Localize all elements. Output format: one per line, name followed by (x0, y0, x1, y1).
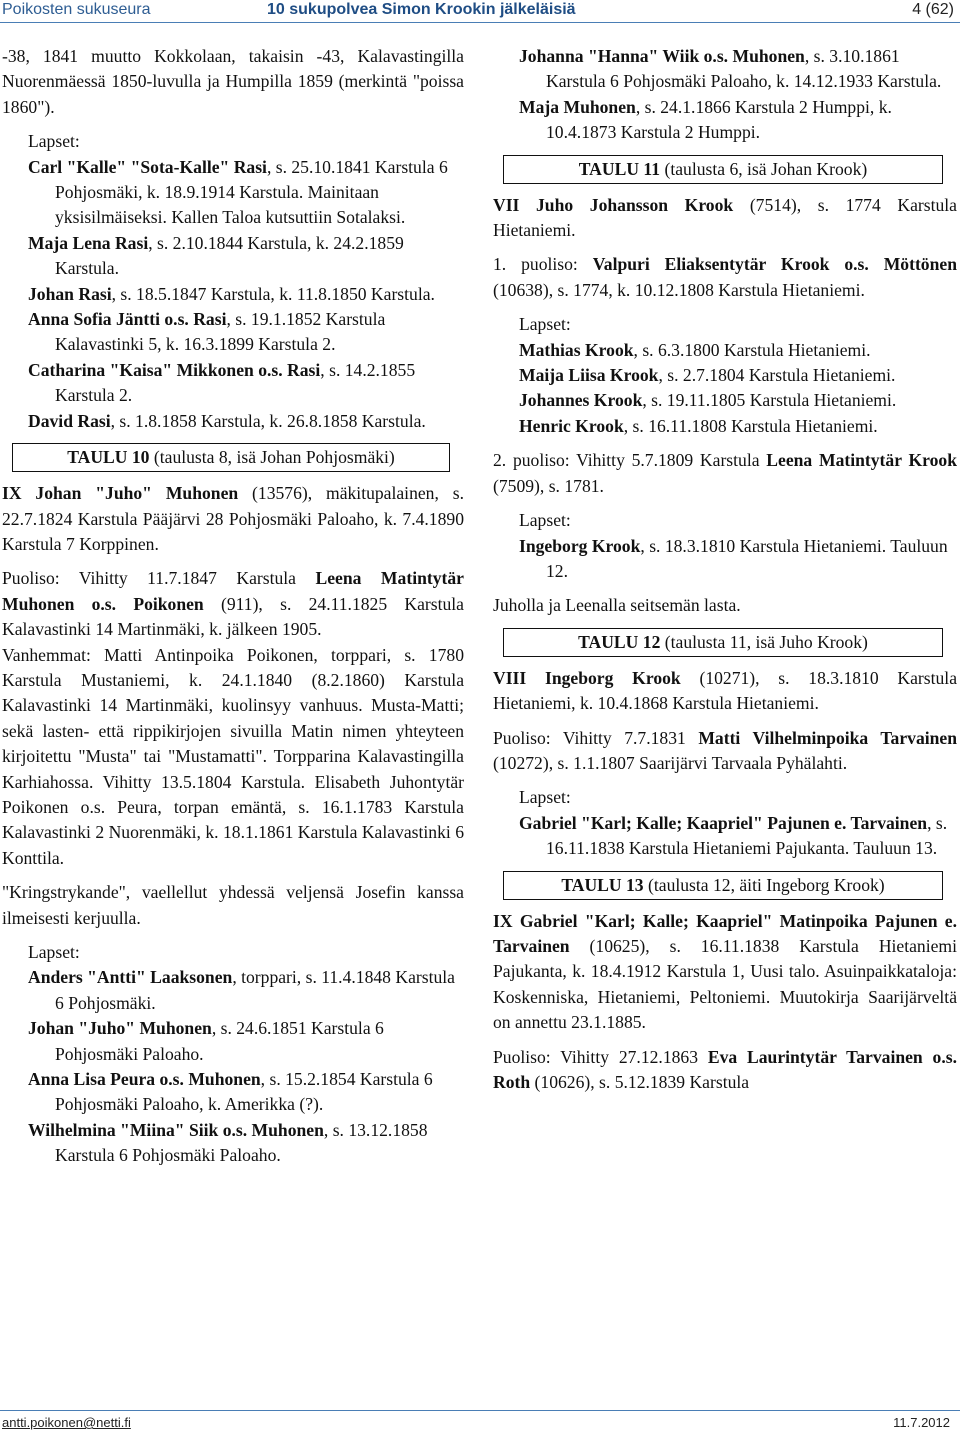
child-details: , s. 15.2.1854 Karstula 6 Pohjosmäki Paloaho, k. Amerikka (?). (55, 1069, 433, 1115)
child-name: Maija Liisa Krook (519, 365, 659, 386)
child-entry (519, 95, 957, 146)
child-name: David Rasi (28, 410, 111, 431)
child-entry (519, 414, 957, 439)
child-name: Carl "Kalle" "Sota-Kalle" Rasi (28, 156, 267, 177)
spouse-prefix: Puoliso: Vihitty 27.12.1863 (493, 1046, 708, 1067)
child-entry (519, 338, 957, 363)
child-name: Maja Lena Rasi (28, 232, 149, 253)
child-name: Anna Lisa Peura o.s. Muhonen (28, 1069, 261, 1090)
child-details: , s. 16.11.1808 Karstula Hietaniemi. (623, 415, 878, 436)
child-entry (519, 534, 957, 585)
spouse-name: Leena Matintytär Muhonen o.s. Poikonen (2, 568, 464, 614)
header-page-number: 4 (62) (912, 1, 954, 18)
child-details: , s. 24.1.1866 Karstula 2 Humppi, k. 10.4.1873 Karstula 2 Humppi. (546, 96, 892, 143)
child-details: , s. 24.6.1851 Karstula 6 Pohjosmäki Paloaho. (55, 1018, 384, 1064)
child-name: Johan Rasi (28, 283, 112, 304)
table-heading-taulu-12 (503, 628, 943, 657)
children-list (2, 965, 464, 1168)
spouse-paragraph (493, 726, 957, 777)
spouse-details: (10626), s. 5.12.1839 Karstula (530, 1072, 750, 1092)
child-name: Johannes Krook (519, 390, 643, 411)
child-details: , s. 2.10.1844 Karstula, k. 24.2.1859 Karstula. (55, 232, 404, 279)
child-entry (28, 1067, 464, 1118)
table-number: TAULU 10 (67, 447, 150, 468)
child-details: , s. 19.1.1852 Karstula Kalavastinki 5, k. 16.3.1899 Karstula 2. (55, 309, 386, 355)
spouse-prefix: 1. puoliso: (493, 254, 593, 275)
children-list (493, 811, 957, 862)
spouse-details: (10272), s. 1.1.1807 Saarijärvi Tarvaala Pyhälahti. (493, 752, 848, 773)
children-label: Lapset: (28, 131, 80, 152)
right-column (493, 44, 957, 1104)
child-name: Catharina "Kaisa" Mikkonen o.s. Rasi (28, 359, 321, 380)
person-name: VII Juho Johansson Krook (493, 194, 734, 215)
child-entry (519, 44, 957, 95)
children-list (493, 534, 957, 585)
children-list (493, 338, 957, 440)
child-entry (28, 307, 464, 358)
footer-email-link[interactable]: antti.poikonen@netti.fi (2, 1415, 131, 1430)
table-source: (taulusta 11, isä Juho Krook) (660, 631, 868, 652)
spouse-name: Valpuri Eliaksentytär Krook o.s. Möttönen (592, 254, 957, 275)
intro-paragraph: -38, 1841 muutto Kokkolaan, takaisin -43, Kalavastingilla Nuorenmäessä 1850-luvulla ja Humpilla 1859 (merkintä "poissa 1860"). (2, 46, 464, 117)
person-details: (10271), s. 18.3.1810 Karstula Hietaniemi, k. 10.4.1868 Karstula Hietaniemi. (493, 667, 958, 714)
header-title: 10 sukupolvea Simon Krookin jälkeläisiä (267, 1, 576, 18)
child-entry (519, 388, 957, 413)
left-column (2, 44, 464, 1169)
child-name: Anna Sofia Jäntti o.s. Rasi (28, 309, 227, 330)
children-label: Lapset: (519, 787, 571, 808)
spouse-prefix: Puoliso: Vihitty 11.7.1847 Karstula (2, 568, 316, 589)
person-name: IX Gabriel "Karl; Kalle; Kaapriel" Matinpoika Pajunen e. Tarvainen (493, 910, 957, 956)
child-entry (28, 409, 464, 434)
children-list (493, 44, 957, 146)
person-heading (493, 666, 957, 717)
child-name: Ingeborg Krook (519, 535, 641, 556)
child-name: Mathias Krook (519, 339, 634, 360)
parents-paragraph: Vanhemmat: Matti Antinpoika Poikonen, torppari, s. 1780 Karstula Mustaniemi, k. 24.1.1840 (8.2.1860) Karstula Kalavastinki 14 Martinmäki, kuolinsyy vanhuus. Musta-Matti; sekä lasten- että rippikirjojen sivuilla Matin nimen yhteyteen kirjoitettu "Musta" tai "Mustamatti". Torpparina Kalavastingilla Karhiahossa. Vihitty 13.5.1804 Karstula. Elisabeth Juhontytär Poikonen o.s. Peura, torpan emäntä, s. 16.1.1783 Karstula Kalavastinki 2 Nuorenmäki, k. 18.1.1861 Karstula Kalavastinki 6 Konttila. (2, 644, 464, 868)
child-entry (28, 282, 464, 307)
table-number: TAULU 13 (561, 874, 644, 895)
child-entry (28, 231, 464, 282)
footer-date: 11.7.2012 (893, 1415, 950, 1430)
table-number: TAULU 12 (578, 631, 661, 652)
spouse-details: (10638), s. 1774, k. 10.12.1808 Karstula Hietaniemi. (493, 279, 865, 300)
spouse-name: Eva Laurintytär Tarvainen o.s. Roth (493, 1046, 957, 1092)
spouse-name: Matti Vilhelminpoika Tarvainen (698, 727, 958, 748)
table-heading-taulu-10 (12, 443, 450, 472)
child-entry (28, 155, 464, 231)
person-name: VIII Ingeborg Krook (493, 667, 681, 688)
child-details: , s. 6.3.1800 Karstula Hietaniemi. (633, 339, 871, 360)
children-label: Lapset: (28, 942, 80, 962)
child-entry (28, 1118, 464, 1169)
person-heading (493, 193, 957, 244)
children-list (2, 155, 464, 434)
spouse-details: (7509), s. 1781. (493, 475, 604, 496)
child-details: , s. 19.11.1805 Karstula Hietaniemi. (642, 390, 897, 411)
spouse-prefix: 2. puoliso: Vihitty 5.7.1809 Karstula (493, 450, 767, 471)
child-details: , torppari, s. 11.4.1848 Karstula 6 Pohjosmäki. (55, 967, 455, 1013)
child-details: , s. 13.12.1858 Karstula 6 Pohjosmäki Paloaho. (55, 1119, 428, 1166)
child-name: Maja Muhonen (519, 96, 636, 117)
note-paragraph: "Kringstrykande", vaellellut yhdessä veljensä Josefin kanssa ilmeisesti kerjuulla. (2, 882, 464, 928)
spouse-paragraph (2, 566, 464, 642)
child-details: , s. 2.7.1804 Karstula Hietaniemi. (658, 365, 896, 386)
child-entry (28, 1016, 464, 1067)
table-number: TAULU 11 (578, 158, 661, 179)
child-entry (28, 358, 464, 409)
person-details: (7514), s. 1774 Karstula Hietaniemi. (493, 194, 957, 241)
child-name: Johanna "Hanna" Wiik o.s. Muhonen (519, 46, 805, 66)
spouse-paragraph (493, 252, 957, 303)
child-details: , s. 25.10.1841 Karstula 6 Pohjosmäki, k. 18.9.1914 Karstula. Mainitaan yksisilmäiseksi. Kallen Taloa kutsuttiin Sotalaksi. (55, 156, 448, 228)
child-name: Gabriel "Karl; Kalle; Kaapriel" Pajunen e. Tarvainen (519, 812, 928, 833)
children-label: Lapset: (519, 314, 571, 335)
children-label: Lapset: (519, 510, 571, 531)
person-heading (2, 481, 464, 557)
child-name: Wilhelmina "Miina" Siik o.s. Muhonen (28, 1119, 324, 1140)
spouse-paragraph (493, 448, 957, 499)
page-header (0, 0, 960, 23)
page-footer (0, 1410, 960, 1434)
child-entry (519, 363, 957, 388)
child-details: , s. 14.2.1855 Karstula 2. (55, 359, 416, 406)
spouse-name: Leena Matintytär Krook (766, 450, 957, 471)
spouse-prefix: Puoliso: Vihitty 7.7.1831 (493, 727, 699, 748)
spouse-paragraph (493, 1045, 957, 1096)
child-entry (519, 811, 957, 862)
child-name: Henric Krook (519, 415, 624, 436)
child-details: , s. 18.3.1810 Karstula Hietaniemi. Tauluun 12. (546, 535, 948, 581)
person-name: IX Johan "Juho" Muhonen (2, 483, 239, 504)
child-entry (28, 965, 464, 1016)
note-paragraph: Juholla ja Leenalla seitsemän lasta. (493, 595, 741, 616)
child-name: Johan "Juho" Muhonen (28, 1018, 212, 1039)
person-heading (493, 909, 957, 1036)
header-society: Poikosten sukuseura (2, 1, 151, 18)
spouse-details: (911), s. 24.11.1825 Karstula Kalavastinki 14 Martinmäki, k. jälkeen 1905. (2, 593, 464, 640)
child-details: , s. 16.11.1838 Karstula Hietaniemi Pajukanta. Tauluun 13. (546, 812, 948, 859)
table-heading-taulu-11 (503, 155, 943, 184)
child-details: , s. 18.5.1847 Karstula, k. 11.8.1850 Karstula. (111, 283, 435, 304)
table-source: (taulusta 6, isä Johan Krook) (660, 158, 868, 179)
child-details: , s. 1.8.1858 Karstula, k. 26.8.1858 Karstula. (110, 410, 426, 431)
person-details: (13576), mäkitupalainen, s. 22.7.1824 Karstula Pääjärvi 28 Pohjosmäki Paloaho, k. 7.4.1890 Karstula 7 Korppinen. (2, 483, 464, 554)
child-name: Anders "Antti" Laaksonen (28, 967, 233, 988)
table-heading-taulu-13 (503, 871, 943, 900)
person-details: (10625), s. 16.11.1838 Karstula Hietaniemi Pajukanta, k. 18.4.1912 Karstula 1, Uusi talo. Asuinpaikkataloja: Koskenniska, Hietaniemi, Peltoniemi. Muutokirja Saarijärveltä on annettu 23.1.1885. (493, 935, 957, 1033)
child-details: , s. 3.10.1861 Karstula 6 Pohjosmäki Paloaho, k. 14.12.1933 Karstula. (546, 46, 942, 92)
table-source: (taulusta 8, isä Johan Pohjosmäki) (149, 447, 395, 468)
table-source: (taulusta 12, äiti Ingeborg Krook) (643, 874, 885, 895)
